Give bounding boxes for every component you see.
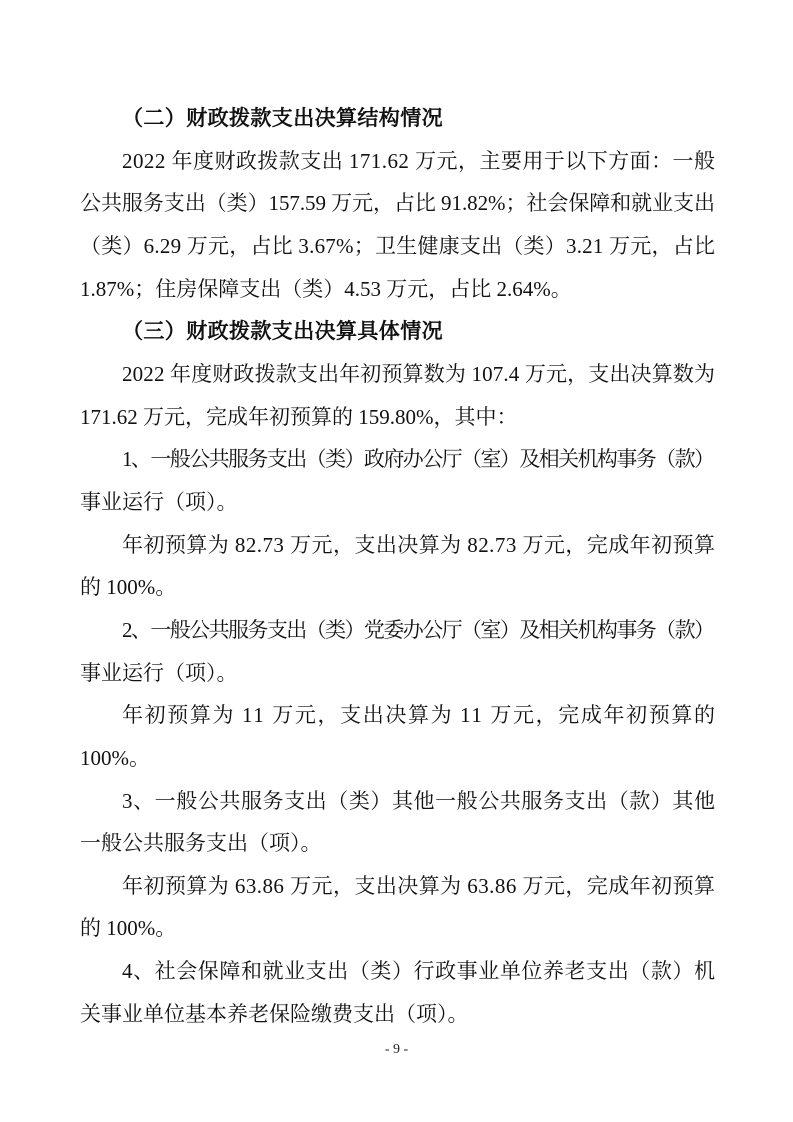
paragraph-line — [80, 140, 715, 183]
budget-overview-line-1: 2022 年度财政拨款支出年初预算数为 107.4 万元，支出决算数为 — [122, 361, 716, 386]
item-1-title-line-2: 事业运行（项）。 — [80, 489, 238, 514]
paragraph-line — [80, 950, 715, 993]
paragraph-line — [80, 780, 715, 823]
structure-summary-line-2: 公共服务支出（类）157.59 万元，占比 91.82%；社会保障和就业支出 — [80, 191, 715, 216]
section-heading-text: （二）财政拨款支出决算结构情况 — [122, 106, 443, 130]
item-1-title-line-1: 1、一般公共服务支出（类）政府办公厅（室）及相关机构事务（款） — [122, 447, 714, 472]
paragraph-line — [80, 652, 715, 695]
section-heading-text: （三）财政拨款支出决算具体情况 — [122, 319, 443, 344]
item-2-detail-line-1: 年初预算为 11 万元，支出决算为 11 万元，完成年初预算的 — [122, 703, 717, 728]
item-4-title-line-1: 4、社会保障和就业支出（类）行政事业单位养老支出（款）机 — [122, 959, 716, 984]
item-3-title-line-1: 3、一般公共服务支出（类）其他一般公共服务支出（款）其他 — [122, 788, 716, 813]
item-3-detail-line-2: 的 100%。 — [80, 916, 177, 941]
paragraph-line — [80, 268, 715, 311]
item-1-detail-line-2: 的 100%。 — [80, 575, 177, 600]
paragraph-line — [80, 566, 715, 609]
budget-overview-line-2: 171.62 万元，完成年初预算的 159.80%，其中： — [80, 404, 518, 429]
document-body — [80, 97, 715, 1035]
item-3-title-line-2: 一般公共服务支出（项）。 — [80, 831, 322, 856]
paragraph-line — [80, 993, 715, 1036]
paragraph-line — [80, 694, 715, 737]
structure-summary-line-1: 2022 年度财政拨款支出 171.62 万元，主要用于以下方面：一般 — [122, 148, 716, 173]
section-heading-details — [80, 310, 715, 353]
paragraph-line — [80, 182, 715, 225]
paragraph-line — [80, 225, 715, 268]
structure-summary-line-3: （类）6.29 万元，占比 3.67%；卫生健康支出（类）3.21 万元，占比 — [80, 233, 716, 258]
paragraph-line — [80, 865, 715, 908]
page-number: - 9 - — [384, 1042, 409, 1057]
item-2-title-line-1: 2、一般公共服务支出（类）党委办公厅（室）及相关机构事务（款） — [122, 617, 714, 642]
item-3-detail-line-1: 年初预算为 63.86 万元，支出决算为 63.86 万元，完成年初预算 — [122, 873, 716, 898]
item-1-detail-line-1: 年初预算为 82.73 万元，支出决算为 82.73 万元，完成年初预算 — [122, 532, 716, 557]
item-2-detail-line-2: 100%。 — [80, 745, 150, 770]
item-2-title-line-2: 事业运行（项）。 — [80, 660, 238, 685]
paragraph-line — [80, 438, 715, 481]
paragraph-line — [80, 907, 715, 950]
paragraph-line — [80, 822, 715, 865]
paragraph-line — [80, 481, 715, 524]
paragraph-line — [80, 524, 715, 567]
item-4-title-line-2: 关事业单位基本养老保险缴费支出（项）。 — [80, 1001, 469, 1026]
section-heading-structure — [80, 97, 715, 140]
paragraph-line — [80, 396, 715, 439]
paragraph-line — [80, 609, 715, 652]
structure-summary-line-4: 1.87%；住房保障支出（类）4.53 万元，占比 2.64%。 — [80, 276, 572, 301]
paragraph-line — [80, 353, 715, 396]
paragraph-line — [80, 737, 715, 780]
